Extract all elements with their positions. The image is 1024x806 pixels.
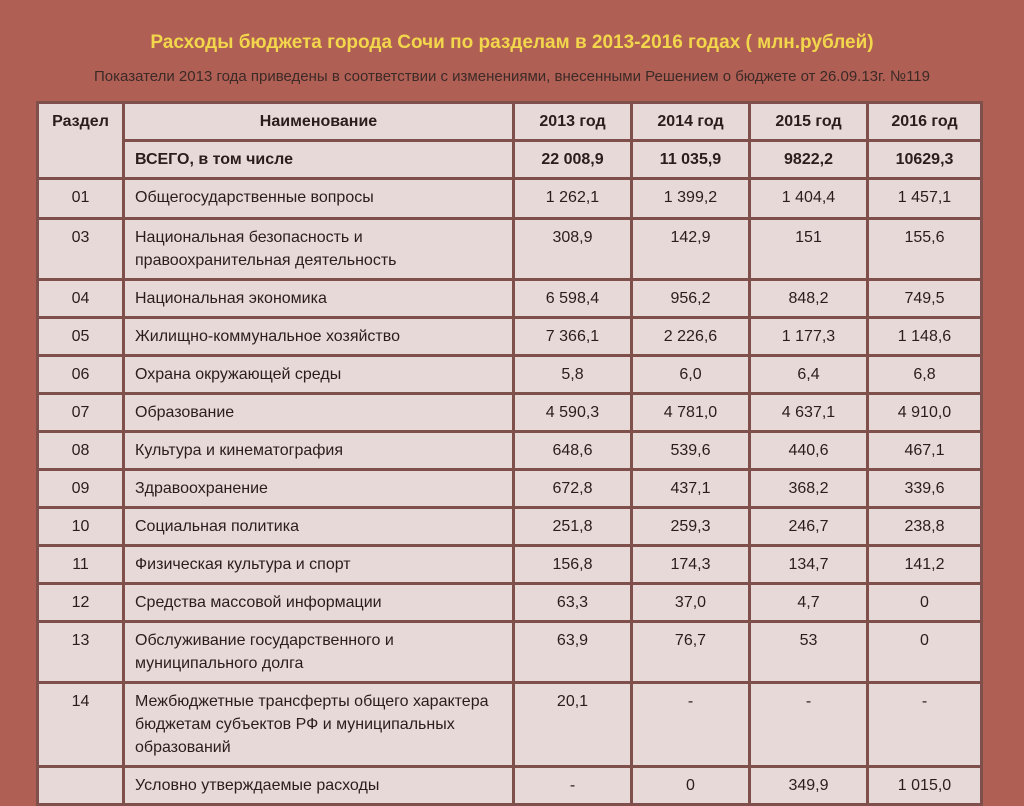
row-name: Образование bbox=[124, 394, 514, 432]
row-name: Социальная политика bbox=[124, 508, 514, 546]
row-value-2016: 1 148,6 bbox=[868, 318, 982, 356]
table-row bbox=[38, 219, 982, 280]
header-2016: 2016 год bbox=[868, 103, 982, 141]
row-value-2013: 63,9 bbox=[514, 622, 632, 683]
row-value-2016: 4 910,0 bbox=[868, 394, 982, 432]
row-name: Средства массовой информации bbox=[124, 584, 514, 622]
table-row bbox=[38, 179, 982, 219]
row-value-2016: 467,1 bbox=[868, 432, 982, 470]
row-value-2013: 1 262,1 bbox=[514, 179, 632, 219]
row-name: Общегосударственные вопросы bbox=[124, 179, 514, 219]
row-value-2013: 156,8 bbox=[514, 546, 632, 584]
table-row bbox=[38, 280, 982, 318]
row-value-2013: 672,8 bbox=[514, 470, 632, 508]
row-value-2014: 142,9 bbox=[632, 219, 750, 280]
row-value-2013: 4 590,3 bbox=[514, 394, 632, 432]
row-value-2013: 648,6 bbox=[514, 432, 632, 470]
row-value-2016: 0 bbox=[868, 622, 982, 683]
row-name: Обслуживание государственного и муниципального долга bbox=[124, 622, 514, 683]
row-value-2015: 1 404,4 bbox=[750, 179, 868, 219]
table-row bbox=[38, 356, 982, 394]
row-code: 08 bbox=[38, 432, 124, 470]
row-name: Национальная экономика bbox=[124, 280, 514, 318]
table-row bbox=[38, 508, 982, 546]
header-2013: 2013 год bbox=[514, 103, 632, 141]
row-name: Межбюджетные трансферты общего характера бюджетам субъектов РФ и муниципальных образований bbox=[124, 683, 514, 767]
row-value-2013: 63,3 bbox=[514, 584, 632, 622]
total-name: ВСЕГО, в том числе bbox=[124, 141, 514, 179]
budget-table bbox=[36, 101, 983, 806]
row-value-2015: - bbox=[750, 683, 868, 767]
row-value-2013: 20,1 bbox=[514, 683, 632, 767]
row-name: Физическая культура и спорт bbox=[124, 546, 514, 584]
row-value-2013: 251,8 bbox=[514, 508, 632, 546]
table-row bbox=[38, 622, 982, 683]
row-value-2016: - bbox=[868, 683, 982, 767]
row-value-2016: 155,6 bbox=[868, 219, 982, 280]
row-value-2015: 151 bbox=[750, 219, 868, 280]
row-name: Жилищно-коммунальное хозяйство bbox=[124, 318, 514, 356]
row-value-2016: 238,8 bbox=[868, 508, 982, 546]
row-value-2016: 1 457,1 bbox=[868, 179, 982, 219]
row-code: 14 bbox=[38, 683, 124, 767]
row-value-2016: 1 015,0 bbox=[868, 767, 982, 805]
row-value-2015: 134,7 bbox=[750, 546, 868, 584]
row-value-2015: 4 637,1 bbox=[750, 394, 868, 432]
header-name: Наименование bbox=[124, 103, 514, 141]
row-value-2014: 956,2 bbox=[632, 280, 750, 318]
row-value-2016: 749,5 bbox=[868, 280, 982, 318]
row-code: 06 bbox=[38, 356, 124, 394]
table-row bbox=[38, 432, 982, 470]
row-code bbox=[38, 767, 124, 805]
row-name: Национальная безопасность и правоохранительная деятельность bbox=[124, 219, 514, 280]
row-code: 10 bbox=[38, 508, 124, 546]
row-value-2015: 53 bbox=[750, 622, 868, 683]
row-value-2013: 6 598,4 bbox=[514, 280, 632, 318]
row-value-2014: 539,6 bbox=[632, 432, 750, 470]
table-row bbox=[38, 470, 982, 508]
table-row bbox=[38, 683, 982, 767]
table-row bbox=[38, 318, 982, 356]
row-value-2015: 848,2 bbox=[750, 280, 868, 318]
row-value-2015: 349,9 bbox=[750, 767, 868, 805]
row-code: 13 bbox=[38, 622, 124, 683]
row-value-2015: 1 177,3 bbox=[750, 318, 868, 356]
row-value-2014: 37,0 bbox=[632, 584, 750, 622]
row-code: 11 bbox=[38, 546, 124, 584]
row-code: 04 bbox=[38, 280, 124, 318]
row-value-2013: - bbox=[514, 767, 632, 805]
row-value-2016: 0 bbox=[868, 584, 982, 622]
row-value-2013: 5,8 bbox=[514, 356, 632, 394]
row-name: Охрана окружающей среды bbox=[124, 356, 514, 394]
row-value-2014: 174,3 bbox=[632, 546, 750, 584]
row-code: 05 bbox=[38, 318, 124, 356]
total-2013: 22 008,9 bbox=[514, 141, 632, 179]
total-2016: 10629,3 bbox=[868, 141, 982, 179]
row-value-2013: 308,9 bbox=[514, 219, 632, 280]
table-row bbox=[38, 394, 982, 432]
table-row bbox=[38, 584, 982, 622]
total-2015: 9822,2 bbox=[750, 141, 868, 179]
row-code: 09 bbox=[38, 470, 124, 508]
row-value-2013: 7 366,1 bbox=[514, 318, 632, 356]
row-value-2016: 339,6 bbox=[868, 470, 982, 508]
table-row bbox=[38, 767, 982, 805]
header-section: Раздел bbox=[38, 103, 124, 179]
row-value-2014: 76,7 bbox=[632, 622, 750, 683]
row-value-2015: 440,6 bbox=[750, 432, 868, 470]
row-value-2014: 259,3 bbox=[632, 508, 750, 546]
page-subtitle: Показатели 2013 года приведены в соответствии с изменениями, внесенными Решением о бюджете от 26.09.13г. №119 bbox=[94, 68, 930, 85]
row-value-2015: 246,7 bbox=[750, 508, 868, 546]
row-value-2014: 1 399,2 bbox=[632, 179, 750, 219]
row-code: 07 bbox=[38, 394, 124, 432]
page-title: Расходы бюджета города Сочи по разделам в 2013-2016 годах ( млн.рублей) bbox=[150, 32, 874, 53]
row-name: Культура и кинематография bbox=[124, 432, 514, 470]
row-name: Условно утверждаемые расходы bbox=[124, 767, 514, 805]
row-value-2014: 2 226,6 bbox=[632, 318, 750, 356]
table-row bbox=[38, 546, 982, 584]
row-value-2014: 0 bbox=[632, 767, 750, 805]
row-value-2015: 6,4 bbox=[750, 356, 868, 394]
row-code: 12 bbox=[38, 584, 124, 622]
total-2014: 11 035,9 bbox=[632, 141, 750, 179]
row-value-2016: 6,8 bbox=[868, 356, 982, 394]
row-value-2016: 141,2 bbox=[868, 546, 982, 584]
header-2015: 2015 год bbox=[750, 103, 868, 141]
row-code: 03 bbox=[38, 219, 124, 280]
row-value-2015: 368,2 bbox=[750, 470, 868, 508]
row-value-2014: 437,1 bbox=[632, 470, 750, 508]
row-code: 01 bbox=[38, 179, 124, 219]
total-row bbox=[38, 141, 982, 179]
row-value-2015: 4,7 bbox=[750, 584, 868, 622]
header-2014: 2014 год bbox=[632, 103, 750, 141]
row-value-2014: 4 781,0 bbox=[632, 394, 750, 432]
row-name: Здравоохранение bbox=[124, 470, 514, 508]
row-value-2014: 6,0 bbox=[632, 356, 750, 394]
header-row bbox=[38, 103, 982, 141]
row-value-2014: - bbox=[632, 683, 750, 767]
